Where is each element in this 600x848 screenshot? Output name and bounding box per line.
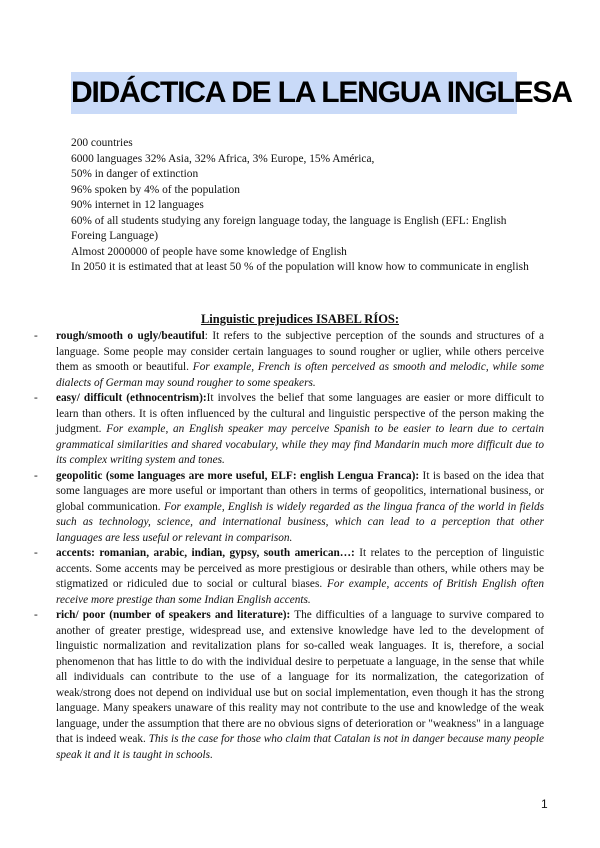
fact-item: Almost 2000000 of people have some knowledge of English [71, 245, 347, 258]
prejudice-text: It involves the belief that some languages are easier or more difficult to learn than others. It is often influenced by the cultural and linguistic perspective of the person making the judgment. [56, 392, 544, 435]
prejudice-example: For example, accents of British English often receive more prestige than some Indian English accents. [56, 578, 544, 606]
list-item [34, 608, 544, 763]
title-highlight [71, 72, 572, 114]
prejudice-term: accents: romanian, arabic, indian, gypsy, south american…: [56, 547, 355, 559]
facts-list [71, 136, 541, 276]
page-number: 1 [541, 797, 548, 811]
fact-item: 200 countries [71, 137, 133, 149]
prejudice-term: rich/ poor (number of speakers and literature): [56, 609, 291, 621]
list-item [34, 469, 544, 547]
list-item [34, 391, 544, 469]
section-heading: Linguistic prejudices ISABEL RÍOS: [200, 312, 400, 326]
prejudice-text: It relates to the perception of linguistic accents. Some accents may be perceived as more prestigious or desirable than others, while others may be stigmatized or ridiculed due to social or cultural biases. [56, 547, 544, 590]
bullet-dash: - [34, 330, 38, 342]
prejudices-list [34, 329, 544, 763]
prejudice-text: The difficulties of a language to survive compared to another of greater prestige, widespread use, and extensive knowledge have led to the development of linguistic normalization and revitalization plans for so-called weak languages. It is, therefore, a social phenomenon that has little to do with the individual desire to perpetuate a language, in the sense that while all individuals can contribute to the use of a language for its normalization, the categorization of weak/strong does not depend on individual use but on social implementation, even though it has the strong language. Many speakers unaware of this reality may not contribute to the use and knowledge of the weak language, under the assumption that there are no obvious signs of deterioration or "weakness" in a language that is indeed weak. [56, 609, 544, 745]
prejudice-term: rough/smooth o ugly/beautiful [56, 330, 205, 342]
bullet-dash: - [34, 609, 38, 621]
fact-item: 96% spoken by 4% of the population [71, 183, 240, 196]
fact-item: 6000 languages 32% Asia, 32% Africa, 3% Europe, 15% América, [71, 152, 375, 165]
prejudice-text: : It refers to the subjective perception of the sounds and structures of a language. Some people may consider certain languages to sound rougher or uglier, while others perceive them as smooth or beautiful. [56, 330, 544, 373]
prejudice-example: For example, French is often perceived as smooth and melodic, while some dialects of German may sound rougher to some speakers. [56, 361, 545, 389]
page-title: DIDÁCTICA DE LA LENGUA INGLESA [71, 76, 572, 109]
bullet-dash: - [34, 547, 38, 559]
fact-item: 90% internet in 12 languages [71, 199, 204, 211]
fact-item: 50% in danger of extinction [71, 168, 199, 180]
prejudice-example: For example, English is widely regarded as the lingua franca of the world in fields such as technology, science, and international business, which can lead to a perception that other languages are less useful or relevant in comparison. [56, 500, 545, 544]
bullet-dash: - [34, 392, 38, 404]
prejudice-example: For example, an English speaker may perceive Spanish to be easier to learn due to certain grammatical similarities and shared vocabulary, while they may find Mandarin much more difficult due to its complex writing system and tones. [56, 423, 545, 466]
prejudice-example: This is the case for those who claim that Catalan is not in danger because many people speak it and it is taught in schools. [56, 733, 544, 761]
prejudice-text: It is based on the idea that some languages are more useful or important than others in terms of geopolitics, international business, or global communication. [56, 469, 544, 513]
prejudice-term: easy/ difficult (ethnocentrism): [56, 392, 207, 404]
list-item [34, 546, 544, 608]
fact-item: In 2050 it is estimated that at least 50 % of the population will know how to communicate in english [71, 261, 529, 273]
list-item [34, 329, 544, 391]
fact-item: 60% of all students studying any foreign language today, the language is English (EFL: English Foreing Language) [71, 214, 507, 242]
prejudice-term: geopolitic (some languages are more useful, ELF: english Lengua Franca): [56, 469, 420, 482]
bullet-dash: - [34, 469, 38, 482]
